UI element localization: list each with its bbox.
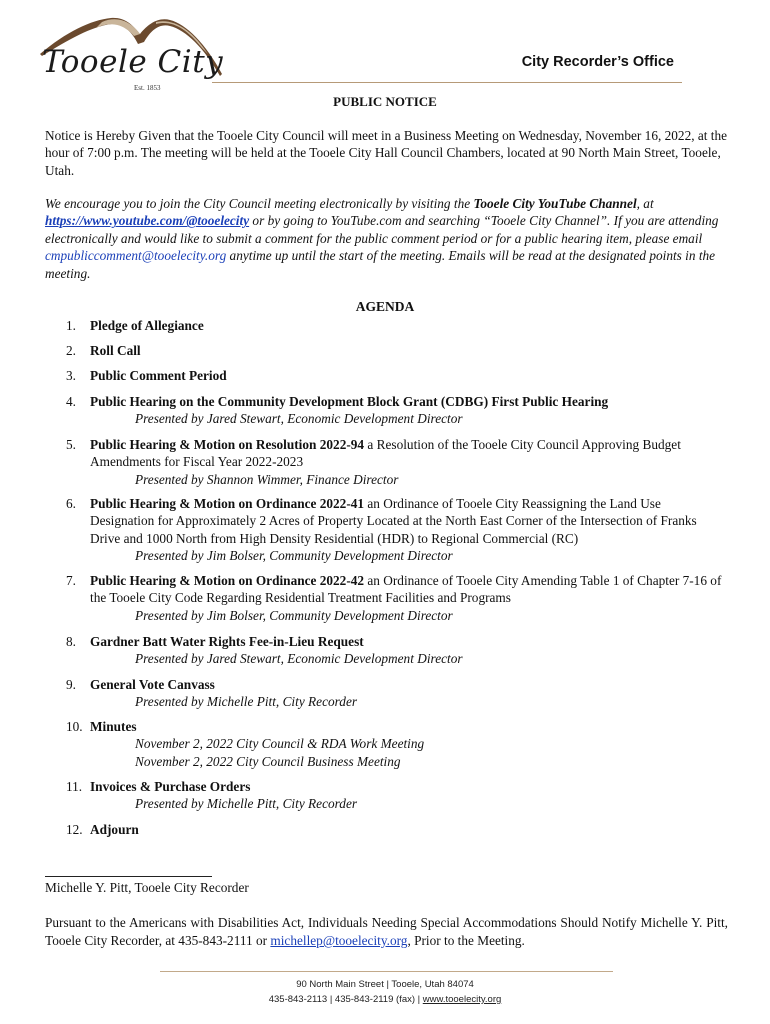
agenda-item-title: Public Hearing on the Community Development Block Grant (CDBG) First Public Hearing <box>90 394 609 409</box>
ada-paragraph <box>45 914 728 950</box>
agenda-item-title: Minutes <box>90 719 137 734</box>
intro-paragraph: Notice is Hereby Given that the Tooele City Council will meet in a Business Meeting on Wednesday, November 16, 2022, at the hour of 7:00 p.m. The meeting will be held at the Tooele City Hall Council Chambers, located at 90 North Main Street, Tooele, Utah. <box>45 128 728 178</box>
electronic-text-4: anytime up until the start of the meeting. Emails will be read at the designated points in the meeting. <box>45 248 716 281</box>
agenda-item <box>66 572 726 624</box>
footer-website-link[interactable]: www.tooelecity.org <box>422 994 502 1005</box>
agenda-item-presenter: Presented by Michelle Pitt, City Recorder <box>135 694 358 710</box>
agenda-item-number: 12. <box>66 822 83 837</box>
agenda-item-number: 10. <box>66 719 83 734</box>
agenda-item <box>66 821 726 838</box>
agenda-item-presenter: November 2, 2022 City Council Business Meeting <box>135 753 401 769</box>
agenda-item-title: Public Hearing & Motion on Ordinance 2022-41 <box>90 496 365 511</box>
electronic-paragraph <box>45 195 728 282</box>
agenda-item-description: a Resolution of the Tooele City Council Approving Budget Amendments for Fiscal Year 2022-2023 <box>90 437 681 470</box>
agenda-item-number: 9. <box>66 677 76 692</box>
youtube-channel-name: Tooele City YouTube Channel <box>473 196 637 211</box>
agenda-item-title: Gardner Batt Water Rights Fee-in-Lieu Request <box>90 634 364 649</box>
agenda-item-title: Pledge of Allegiance <box>90 318 204 333</box>
header-rule <box>212 82 682 83</box>
agenda-item-title: Public Hearing & Motion on Ordinance 2022-42 <box>90 573 365 588</box>
agenda-item-presenter: Presented by Jared Stewart, Economic Development Director <box>135 651 463 667</box>
agenda-item <box>66 718 726 770</box>
signature-line <box>45 876 212 877</box>
agenda-item-number: 7. <box>66 573 76 588</box>
agenda-item <box>66 317 726 334</box>
agenda-item-title: Invoices & Purchase Orders <box>90 779 251 794</box>
notice-title: PUBLIC NOTICE <box>333 94 437 109</box>
agenda-item <box>66 393 726 428</box>
agenda-item-presenter: Presented by Shannon Wimmer, Finance Director <box>135 471 399 487</box>
agenda-item-presenter: November 2, 2022 City Council & RDA Work Meeting <box>135 736 425 752</box>
ada-text-1: Pursuant to the Americans with Disabilities Act, Individuals Needing Special Accommodations Should Notify Michelle Y. Pitt, Tooele City Recorder, at 435-843-2111 or <box>45 915 728 948</box>
logo-text: Tooele City <box>42 44 224 80</box>
footer-contact <box>0 994 770 1005</box>
logo-est: Est. 1853 <box>134 84 161 92</box>
electronic-text-2: , at <box>636 196 654 211</box>
agenda-item-number: 1. <box>66 318 76 333</box>
agenda-item <box>66 676 726 711</box>
agenda-item-title: Public Comment Period <box>90 368 227 383</box>
office-title: City Recorder’s Office <box>521 54 674 70</box>
electronic-text-3: or by going to YouTube.com and searching “Tooele City Channel”. If you are attending electronically and would like to submit a comment for the public comment period or for a public hearing item, please email <box>45 213 719 246</box>
youtube-link[interactable]: https://www.youtube.com/@tooelecity <box>45 213 250 229</box>
comment-email-link[interactable]: cmpubliccomment@tooelecity.org <box>45 248 227 264</box>
footer-phones: 435-843-2113 | 435-843-2119 (fax) | <box>268 994 423 1005</box>
agenda-item-number: 3. <box>66 368 76 383</box>
agenda-item-title: Public Hearing & Motion on Resolution 2022-94 <box>90 437 365 452</box>
agenda-item-presenter: Presented by Michelle Pitt, City Recorder <box>135 796 358 812</box>
ada-text-2: , Prior to the Meeting. <box>407 933 525 948</box>
electronic-text-1: We encourage you to join the City Council meeting electronically by visiting the <box>45 196 474 211</box>
ada-email-link[interactable]: michellep@tooelecity.org <box>270 933 408 948</box>
agenda-item-number: 8. <box>66 634 76 649</box>
agenda-item-number: 6. <box>66 496 76 511</box>
agenda-item-presenter: Presented by Jim Bolser, Community Development Director <box>135 548 453 564</box>
footer-address: 90 North Main Street | Tooele, Utah 84074 <box>296 979 474 990</box>
agenda-item <box>66 342 726 359</box>
agenda-item <box>66 633 726 668</box>
agenda-item-presenter: Presented by Jim Bolser, Community Development Director <box>135 607 453 623</box>
agenda-item-presenter: Presented by Jared Stewart, Economic Development Director <box>135 411 463 427</box>
agenda-item-title: General Vote Canvass <box>90 677 215 692</box>
agenda-item-number: 5. <box>66 437 76 452</box>
agenda-item-description: an Ordinance of Tooele City Reassigning the Land Use Designation for Approximately 2 Acres of Property Located at the North East Corner of the Intersection of Franks Drive and 1000 North from High Density Residential (HDR) to Regional Commercial (RC) <box>90 496 697 546</box>
agenda-item-title: Adjourn <box>90 822 139 837</box>
agenda-title: AGENDA <box>355 299 415 314</box>
agenda-item <box>66 367 726 384</box>
agenda-item-number: 2. <box>66 343 76 358</box>
agenda-item-title: Roll Call <box>90 343 141 358</box>
agenda-item <box>66 436 726 488</box>
agenda-item <box>66 495 726 565</box>
signature-name: Michelle Y. Pitt, Tooele City Recorder <box>45 880 249 895</box>
footer-rule <box>160 971 613 972</box>
agenda-item-number: 4. <box>66 394 76 409</box>
agenda-item-number: 11. <box>66 779 83 794</box>
agenda-item-description: an Ordinance of Tooele City Amending Table 1 of Chapter 7-16 of the Tooele City Code Regarding Residential Treatment Facilities and Programs <box>90 573 722 606</box>
agenda-item <box>66 778 726 813</box>
